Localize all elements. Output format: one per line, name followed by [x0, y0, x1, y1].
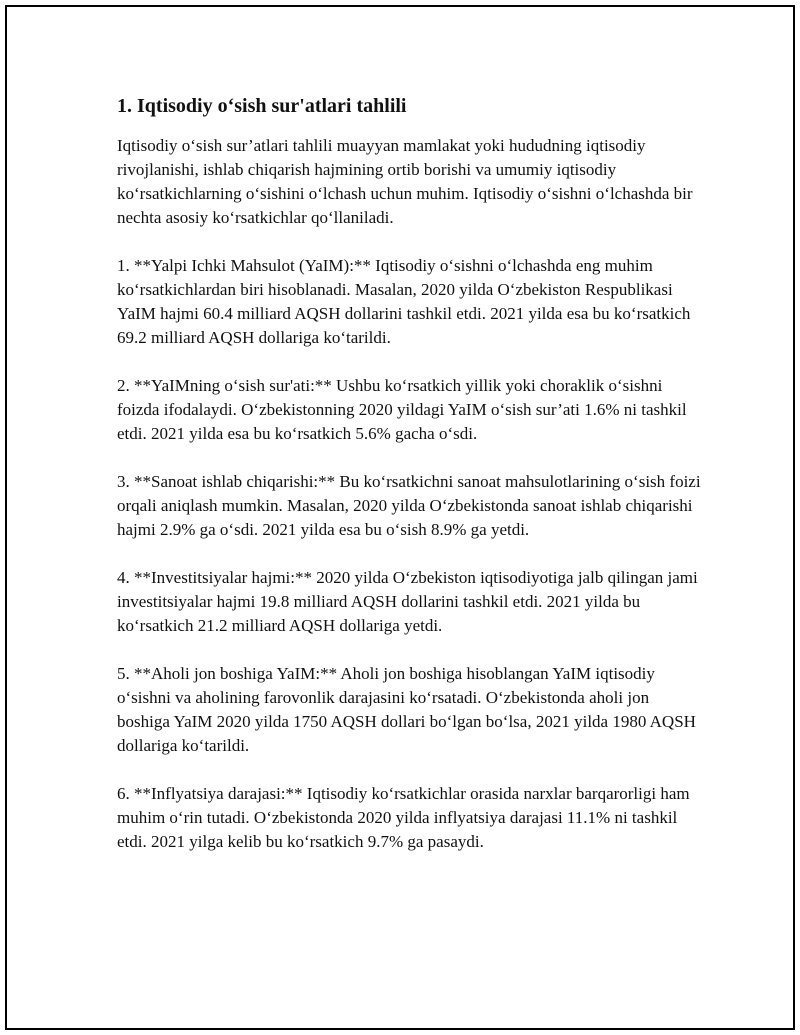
paragraph-gdp-per-capita: 5. **Aholi jon boshiga YaIM:** Aholi jon boshiga hisoblangan YaIM iqtisodiy o‘sishni va aholining farovonlik darajasini ko‘rsatadi. O‘zbekistonda aholi jon boshiga YaIM 2020 yilda 1750 AQSH dollari bo‘lgan bo‘lsa, 2021 yilda 1980 AQSH dollariga ko‘tarildi. [117, 664, 696, 755]
paragraph-inflation-rate: 6. **Inflyatsiya darajasi:** Iqtisodiy ko‘rsatkichlar orasida narxlar barqarorligi ham muhim o‘rin tutadi. O‘zbekistonda 2020 yilda inflyatsiya darajasi 11.1% ni tashkil etdi. 2021 yilga kelib bu ko‘rsatkich 9.7% ga pasaydi. [117, 784, 690, 851]
paragraph-gdp: 1. **Yalpi Ichki Mahsulot (YaIM):** Iqtisodiy o‘sishni o‘lchashda eng muhim ko‘rsatkichlardan biri hisoblanadi. Masalan, 2020 yilda O‘zbekiston Respublikasi YaIM hajmi 60.4 milliard AQSH dollarini tashkil etdi. 2021 yilda esa bu ko‘rsatkich 69.2 milliard AQSH dollariga ko‘tarildi. [117, 256, 691, 347]
document-body [117, 93, 702, 878]
paragraph-gdp-growth-rate: 2. **YaIMning o‘sish sur'ati:** Ushbu ko‘rsatkich yillik yoki choraklik o‘sishni foizda ifodalaydi. O‘zbekistonning 2020 yildagi YaIM o‘sish sur’ati 1.6% ni tashkil etdi. 2021 yilda esa bu ko‘rsatkich 5.6% gacha o‘sdi. [117, 376, 687, 443]
paragraph-industrial-production: 3. **Sanoat ishlab chiqarishi:** Bu ko‘rsatkichni sanoat mahsulotlarining o‘sish foizi orqali aniqlash mumkin. Masalan, 2020 yilda O‘zbekistonda sanoat ishlab chiqarishi hajmi 2.9% ga o‘sdi. 2021 yilda esa bu o‘sish 8.9% ga yetdi. [117, 472, 701, 539]
section-heading: 1. Iqtisodiy o‘sish sur'atlari tahlili [117, 95, 407, 117]
paragraph-investment-volume: 4. **Investitsiyalar hajmi:** 2020 yilda O‘zbekiston iqtisodiyotiga jalb qilingan jami investitsiyalar hajmi 19.8 milliard AQSH dollarini tashkil etdi. 2021 yilda bu ko‘rsatkich 21.2 milliard AQSH dollariga yetdi. [117, 568, 698, 635]
intro-paragraph: Iqtisodiy o‘sish sur’atlari tahlili muayyan mamlakat yoki hududning iqtisodiy rivojlanishi, ishlab chiqarish hajmining ortib borishi va umumiy iqtisodiy ko‘rsatkichlarning o‘sishini o‘lchash uchun muhim. Iqtisodiy o‘sishni o‘lchashda bir nechta asosiy ko‘rsatkichlar qo‘llaniladi. [117, 136, 693, 227]
